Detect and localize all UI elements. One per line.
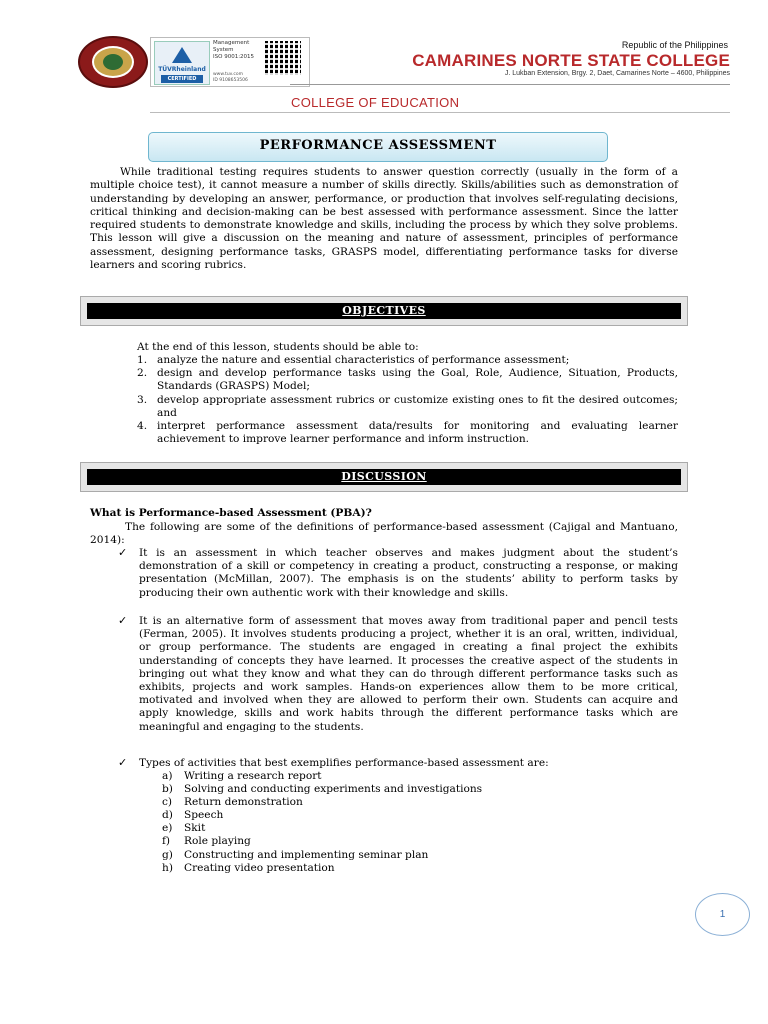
- objectives-heading: OBJECTIVES: [87, 303, 681, 319]
- management-system-text: Management System ISO 9001:2015: [213, 40, 255, 60]
- list-item: 1. analyze the nature and essential characteristics of performance assessment;: [137, 354, 570, 366]
- list-item: 3. develop appropriate assessment rubrics or customize existing ones to fit the desired outcomes; and: [137, 393, 678, 419]
- objectives-heading-bar: [80, 296, 688, 326]
- discussion-heading-bar: [80, 462, 688, 492]
- qr-code-icon: [265, 41, 301, 75]
- bullet-item: It is an assessment in which teacher observes and makes judgment about the student’s demonstration of a skill or competency in creating a product, constructing a response, or making presentation (McMillan, 2007). The emphasis is on the students’ ability to perform tasks by producing their own authentic work with their knowledge and skills.: [139, 547, 678, 599]
- bullet-item: It is an alternative form of assessment that moves away from traditional paper and pencil tests (Ferman, 2005). It involves students producing a project, whether it is an oral, written, individual, or group performance. The students are engaged in creating a final project the exhibits understanding of concepts they have learned. It processes the creative aspect of the students in bringing out what they know and what they can do through different performance tasks such as exhibits, projects and work samples. Hands-on experiences allow them to be more critical, motivated and involved when they are allowed to perform their own. Students can acquire and apply knowledge, skills and work habits through the different performance tasks which are meaningful and engaging to the students.: [139, 615, 678, 733]
- list-item: f) Role playing: [162, 835, 251, 848]
- list-item: c) Return demonstration: [162, 796, 303, 809]
- list-item: e) Skit: [162, 822, 206, 835]
- tuv-logo: TÜVRheinland CERTIFIED: [154, 41, 210, 85]
- list-item: 4. interpret performance assessment data/results for monitoring and evaluating learner achievement to improve learner performance and inform instruction.: [137, 420, 678, 446]
- discussion-lead: The following are some of the definitions of performance-based assessment (Cajigal and Mantuano, 2014):: [90, 521, 678, 547]
- college-unit: COLLEGE OF EDUCATION: [291, 95, 460, 110]
- list-item: h) Creating video presentation: [162, 861, 335, 874]
- list-item: a) Writing a research report: [162, 770, 322, 782]
- objectives-list: [137, 354, 678, 446]
- unit-divider: [150, 112, 730, 113]
- tuv-url: www.tuv.com ID 9108653506: [213, 72, 248, 83]
- republic-text: Republic of the Philippines: [621, 40, 728, 50]
- discussion-question: What is Performance-based Assessment (PBA)?: [90, 507, 372, 519]
- header-divider: [290, 84, 730, 85]
- objectives-lead: At the end of this lesson, students should be able to:: [137, 341, 419, 353]
- checkmark-icon: ✓: [118, 546, 128, 559]
- college-address: J. Lukban Extension, Brgy. 2, Daet, Camarines Norte – 4600, Philippines: [504, 70, 730, 77]
- bullet-item: Types of activities that best exemplifies performance-based assessment are:: [139, 757, 549, 769]
- discussion-heading: DISCUSSION: [87, 469, 681, 485]
- college-seal-logo: [78, 36, 148, 88]
- list-item: g) Constructing and implementing seminar plan: [162, 848, 429, 861]
- checkmark-icon: ✓: [118, 756, 128, 769]
- list-item: 2. design and develop performance tasks using the Goal, Role, Audience, Situation, Products, Standards (GRASPS) Model;: [137, 367, 678, 393]
- page-number: 1: [695, 893, 750, 936]
- list-item: b) Solving and conducting experiments and investigations: [162, 783, 483, 796]
- intro-paragraph: While traditional testing requires students to answer question correctly (usually in the form of a multiple choice test), it cannot measure a number of skills directly. Skills/abilities such as demonstration of understanding by developing an answer, performance, or production that involves self-regulating decisions, critical thinking and decision-making can be best assessed with performance assessment. Since the latter required students to demonstrate knowledge and skills, including the process by which they solve problems. This lesson will give a discussion on the meaning and nature of assessment, principles of performance assessment, designing performance tasks, GRASPS model, differentiating performance tasks for diverse learners and scoring rubrics.: [90, 166, 678, 272]
- page-title: PERFORMANCE ASSESSMENT: [259, 138, 497, 153]
- checkmark-icon: ✓: [118, 614, 128, 627]
- list-item: d) Speech: [162, 809, 224, 822]
- activities-list: [162, 770, 482, 875]
- iso-certification-badge: [150, 37, 310, 87]
- college-name: CAMARINES NORTE STATE COLLEGE: [412, 51, 730, 70]
